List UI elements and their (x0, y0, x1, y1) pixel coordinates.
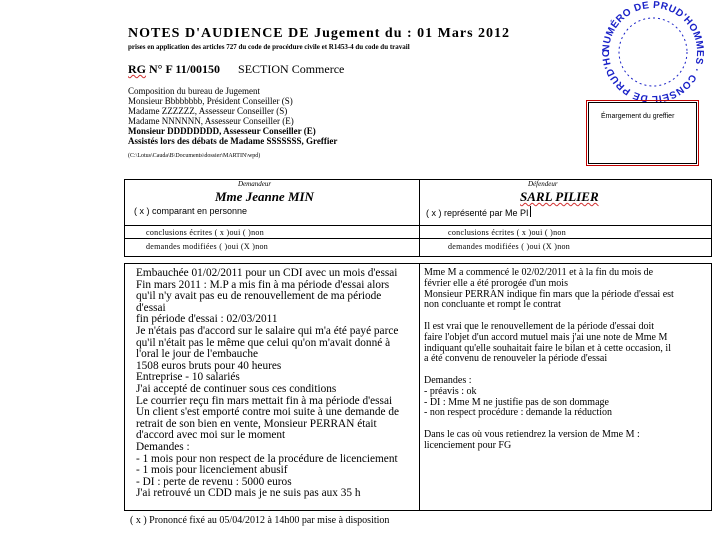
note-line: - 1 mois pour non respect de la procédure de licenciement (136, 452, 398, 465)
composition-line: Madame ZZZZZZ, Assesseur Conseiller (S) (128, 106, 288, 116)
court-stamp (588, 0, 718, 117)
note-line: fin période d'essai : 02/03/2011 (136, 313, 278, 326)
separator-line (124, 238, 711, 239)
text-cursor (530, 206, 531, 217)
rg-number: N° F 11/00150 (149, 62, 221, 76)
demandeur-demandes: demandes modifiées ( )oui (X )non (146, 242, 269, 251)
composition-heading: Composition du bureau de Jugement (128, 86, 260, 96)
note-line: non concluante et rompt le contrat (424, 299, 561, 311)
parties-divider (419, 180, 420, 256)
stamp-text: NUMÉRO DE PRUD'HOMMES · CONSEIL DE PRUD'HO (600, 0, 706, 105)
note-line: février elle a été prorogée d'un mois (424, 277, 568, 289)
note-line: Un client s'est emporté contre moi suite à une demande de (136, 406, 400, 419)
composition-line: Assistés lors des débats de Madame SSSSSSS, Greffier (128, 136, 338, 146)
greffier-label: Émargement du greffier (601, 113, 675, 120)
demandeur-name: Mme Jeanne MIN (215, 189, 314, 204)
defendeur-conclusions: conclusions écrites ( x )oui ( )non (448, 228, 567, 237)
note-line: J'ai retrouvé un CDD mais je ne suis pas aux 35 h (136, 487, 361, 500)
note-line: Entreprise - 10 salariés (136, 371, 240, 384)
defendeur-demandes: demandes modifiées ( )oui (X )non (448, 242, 571, 251)
demandeur-notes (136, 268, 418, 500)
note-line: qu'il n'était pas le même que celui qu'on m'avait donné à (136, 336, 391, 349)
note-line: d'essai (136, 301, 166, 314)
defendeur-presence (426, 206, 531, 218)
demandeur-label: Demandeur (238, 180, 272, 188)
greffier-signature-box (588, 102, 697, 164)
note-line: Fin mars 2011 : M.P a mis fin à ma période d'essai alors (136, 278, 390, 291)
demandeur-presence: ( x ) comparant en personne (134, 206, 248, 216)
note-line: - non respect procédure : demande la réduction (424, 407, 612, 419)
note-line: licenciement pour FG (424, 439, 512, 451)
note-line: Embauchée 01/02/2011 pour un CDI avec un mois d'essai (136, 267, 398, 279)
note-line: Dans le cas où vous retiendrez la version de Mme M : (424, 428, 640, 440)
note-line: faire l'objet d'un accord mutuel mais j'ai une note de Mme M (424, 331, 668, 343)
composition-block (128, 86, 337, 146)
file-path: (C:\Lotus\Cauda\B\Documents\dossier\MARTIN\wpd) (128, 153, 261, 159)
rg-line (128, 62, 344, 77)
composition-line: Monsieur Bbbbbbbb, Président Conseiller (S) (128, 96, 293, 106)
note-line: - DI : perte de revenu : 5000 euros (136, 475, 292, 488)
composition-line: Monsieur DDDDDDDD, Assesseur Conseiller (E) (128, 126, 316, 136)
note-line: Il est vrai que le renouvellement de la période d'essai doit (424, 320, 655, 332)
stamp-inner-ring (619, 18, 687, 86)
ruling-date: ( x ) Prononcé fixé au 05/04/2012 à 14h00 par mise à disposition (130, 515, 390, 526)
note-line: 1508 euros bruts pour 40 heures (136, 359, 282, 372)
note-line: Monsieur PERRAN indique fin mars que la période d'essai est (424, 288, 674, 300)
section-label: SECTION Commerce (238, 62, 345, 76)
note-line: Demandes : (136, 440, 190, 453)
note-line: Mme M a commencé le 02/02/2011 et à la fin du mois de (424, 267, 654, 278)
demandeur-conclusions: conclusions écrites ( x )oui ( )non (146, 228, 265, 237)
note-line: d'accord avec moi sur le moment (136, 429, 286, 442)
composition-line: Madame NNNNNN, Assesseur Conseiller (E) (128, 116, 294, 126)
note-line: Je n'étais pas d'accord sur le salaire qui m'a été payé parce (136, 324, 399, 337)
note-line: Le courrier reçu fin mars mettait fin à ma période d'essai (136, 394, 393, 407)
notes-divider (419, 264, 420, 510)
page-title: NOTES D'AUDIENCE DE Jugement du : 01 Mars 2012 (128, 26, 511, 41)
note-line: Demandes : (424, 374, 472, 386)
defendeur-notes (424, 268, 674, 452)
defendeur-label: Défendeur (528, 180, 558, 188)
rg-prefix: RG (128, 62, 146, 76)
page-subtitle: prises en application des articles 727 du code de procédure civile et R1453-4 du code du travail (128, 43, 410, 51)
note-line: a été convenu de renouveler la période d'essai (424, 353, 608, 365)
defendeur-presence-text: ( x ) représenté par Me PI (426, 208, 529, 218)
note-line: J'ai accepté de continuer sous ces conditions (136, 382, 337, 395)
note-line: indiquant qu'elle souhaitait faire le bilan et à cette occasion, il (424, 342, 671, 354)
note-line: retrait de son bien en vente, Monsieur PERRAN était (136, 417, 377, 430)
note-line: - 1 mois pour licenciement abusif (136, 464, 288, 477)
note-line: - préavis : ok (424, 385, 477, 397)
note-line: - DI : Mme M ne justifie pas de son dommage (424, 396, 609, 408)
defendeur-name: SARL PILIER (520, 189, 599, 204)
note-line: qu'il n'y avait pas eu de renouvellement de ma période (136, 290, 382, 303)
separator-line (124, 225, 711, 226)
note-line: l'oral le jour de l'embauche (136, 348, 259, 361)
